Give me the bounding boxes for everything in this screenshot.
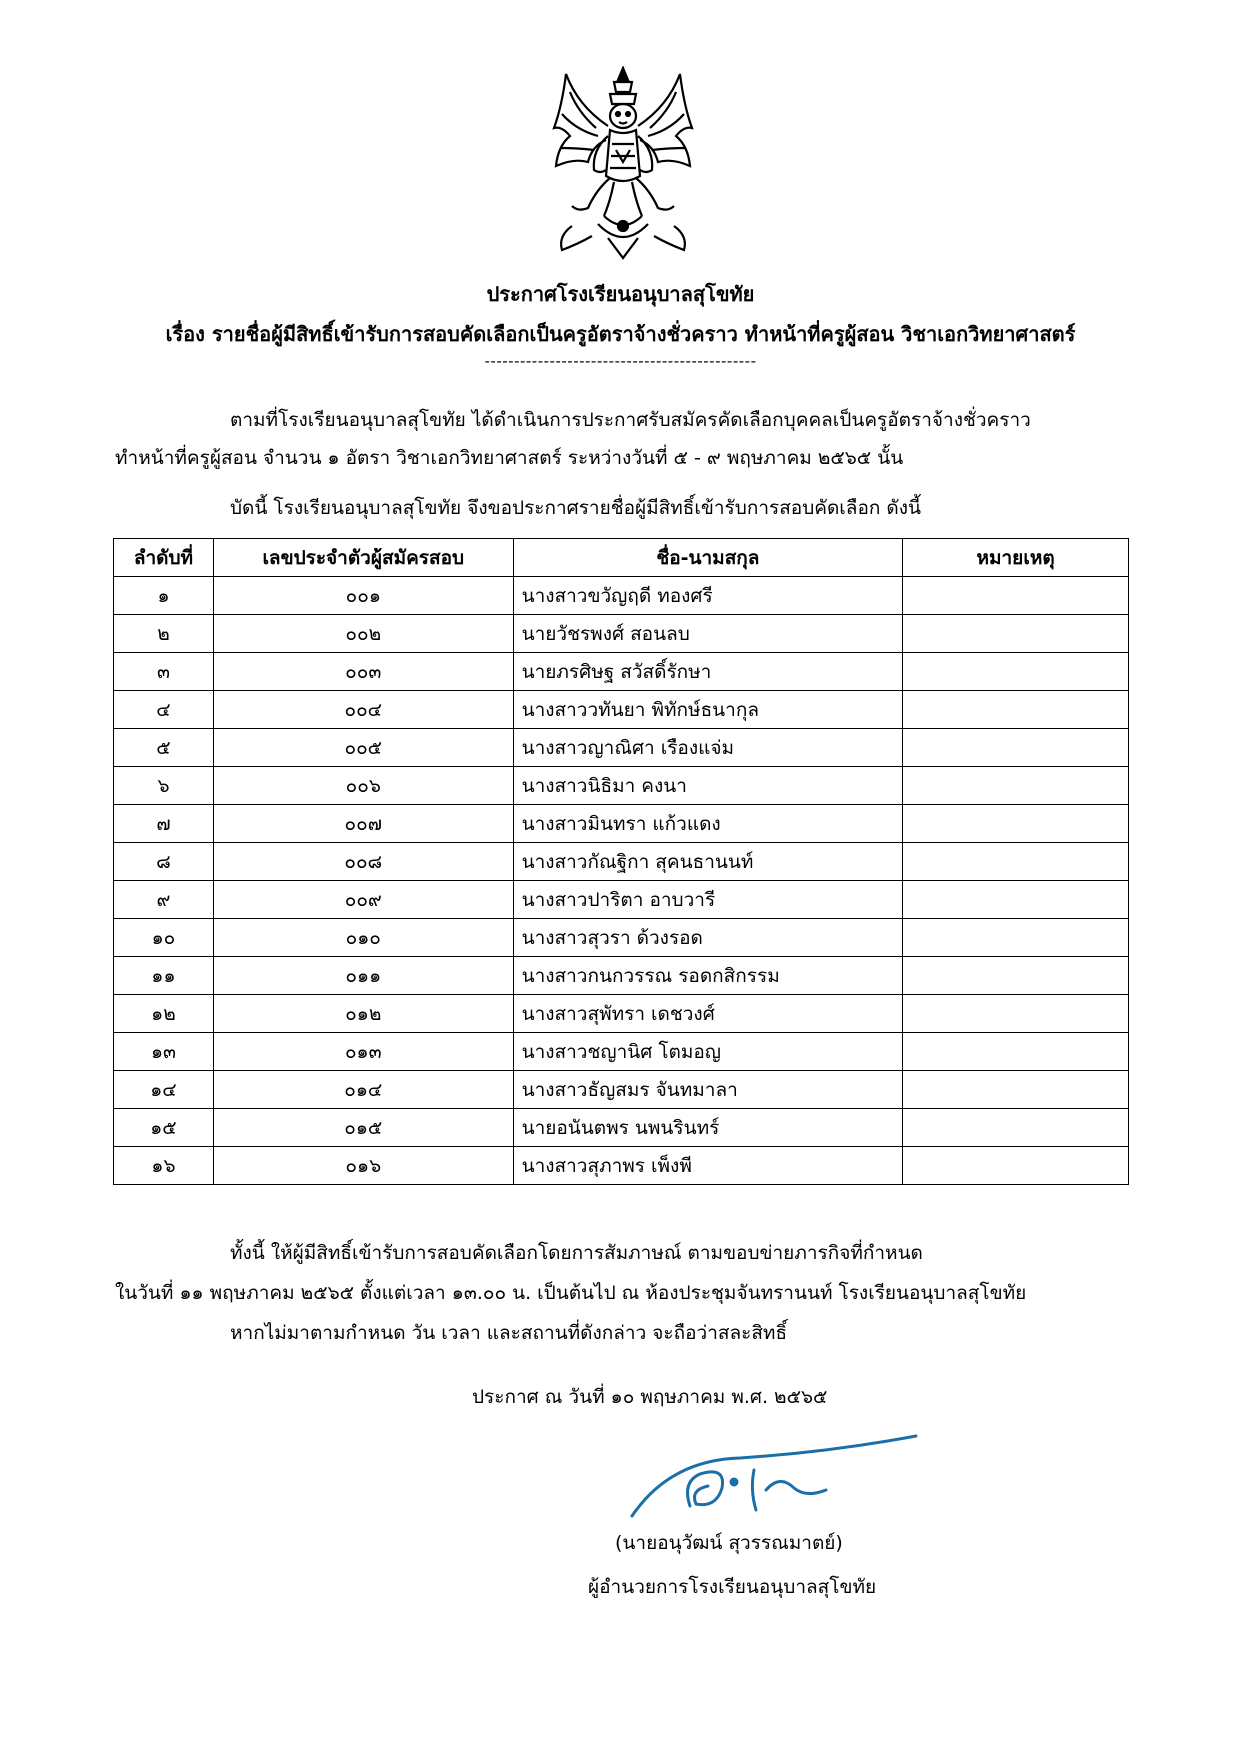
row-full-name: นางสาวมินทรา แก้วแดง	[513, 805, 903, 843]
column-header-applicant-id: เลขประจำตัวผู้สมัครสอบ	[213, 539, 513, 577]
row-applicant-id: ๐๐๙	[213, 881, 513, 919]
row-remark	[903, 957, 1129, 995]
row-remark	[903, 1033, 1129, 1071]
column-header-full-name: ชื่อ-นามสกุล	[513, 539, 903, 577]
row-applicant-id: ๐๐๑	[213, 577, 513, 615]
row-full-name: นางสาวกนกวรรณ รอดกสิกรรม	[513, 957, 903, 995]
announcement-subject: เรื่อง รายชื่อผู้มีสิทธิ์เข้ารับการสอบคัดเลือกเป็นครูอัตราจ้างชั่วคราว ทำหน้าที่ครูผู้สอน วิชาเอกวิทยาศาสตร์	[165, 322, 1076, 346]
intro-line-1: ตามที่โรงเรียนอนุบาลสุโขทัย ได้ดำเนินการประกาศรับสมัครคัดเลือกบุคคลเป็นครูอัตราจ้างชั่วคราว	[230, 409, 1031, 431]
table-row	[114, 881, 1129, 919]
table-row	[114, 1147, 1129, 1185]
row-remark	[903, 881, 1129, 919]
row-order: ๑๓	[114, 1033, 214, 1071]
table-row	[114, 843, 1129, 881]
column-header-remark: หมายเหตุ	[903, 539, 1129, 577]
table-row	[114, 767, 1129, 805]
row-order: ๑๐	[114, 919, 214, 957]
table-row	[114, 919, 1129, 957]
table-row	[114, 729, 1129, 767]
candidate-table	[113, 538, 1129, 1185]
table-row	[114, 653, 1129, 691]
intro-line-3: บัดนี้ โรงเรียนอนุบาลสุโขทัย จึงขอประกาศรายชื่อผู้มีสิทธิ์เข้ารับการสอบคัดเลือก ดังนี้	[230, 497, 922, 519]
row-full-name: นายภรศิษฐ สวัสดิ์รักษา	[513, 653, 903, 691]
signer-name: (นายอนุวัฒน์ สุวรรณมาตย์)	[615, 1532, 843, 1554]
row-applicant-id: ๐๐๒	[213, 615, 513, 653]
row-applicant-id: ๐๑๐	[213, 919, 513, 957]
table-header-row	[114, 539, 1129, 577]
row-full-name: นางสาวธัญสมร จันทมาลา	[513, 1071, 903, 1109]
row-remark	[903, 1071, 1129, 1109]
row-full-name: นายวัชรพงศ์ สอนลบ	[513, 615, 903, 653]
table-row	[114, 691, 1129, 729]
row-order: ๑๑	[114, 957, 214, 995]
row-order: ๓	[114, 653, 214, 691]
row-remark	[903, 805, 1129, 843]
row-full-name: นางสาวปาริตา อาบวารี	[513, 881, 903, 919]
row-remark	[903, 767, 1129, 805]
row-remark	[903, 653, 1129, 691]
row-order: ๑๖	[114, 1147, 214, 1185]
row-full-name: นางสาวญาณิศา เรืองแจ่ม	[513, 729, 903, 767]
footer-line-1: ทั้งนี้ ให้ผู้มีสิทธิ์เข้ารับการสอบคัดเลือกโดยการสัมภาษณ์ ตามขอบข่ายภารกิจที่กำหนด	[230, 1242, 923, 1264]
row-order: ๖	[114, 767, 214, 805]
row-full-name: นางสาวสุภาพร เพ็งพี	[513, 1147, 903, 1185]
signature-icon	[630, 1430, 920, 1530]
row-order: ๑	[114, 577, 214, 615]
row-remark	[903, 691, 1129, 729]
row-remark	[903, 729, 1129, 767]
row-full-name: นางสาวนิธิมา คงนา	[513, 767, 903, 805]
table-row	[114, 1109, 1129, 1147]
garuda-emblem-icon	[548, 66, 698, 262]
table-row	[114, 615, 1129, 653]
footer-line-2: ในวันที่ ๑๑ พฤษภาคม ๒๕๖๕ ตั้งแต่เวลา ๑๓.๐๐ น. เป็นต้นไป ณ ห้องประชุมจันทรานนท์ โรงเรียนอนุบาลสุโขทัย	[115, 1282, 1027, 1304]
intro-line-2: ทำหน้าที่ครูผู้สอน จำนวน ๑ อัตรา วิชาเอกวิทยาศาสตร์ ระหว่างวันที่ ๕ - ๙ พฤษภาคม ๒๕๖๕ นั้น	[115, 447, 904, 469]
table-row	[114, 1071, 1129, 1109]
row-order: ๕	[114, 729, 214, 767]
footer-line-3: หากไม่มาตามกำหนด วัน เวลา และสถานที่ดังกล่าว จะถือว่าสละสิทธิ์	[230, 1322, 788, 1344]
row-order: ๔	[114, 691, 214, 729]
row-full-name: นางสาวสุพัทรา เดชวงศ์	[513, 995, 903, 1033]
row-order: ๒	[114, 615, 214, 653]
row-applicant-id: ๐๑๔	[213, 1071, 513, 1109]
row-order: ๑๕	[114, 1109, 214, 1147]
table-row	[114, 957, 1129, 995]
row-order: ๑๔	[114, 1071, 214, 1109]
row-full-name: นางสาวสุวรา ด้วงรอด	[513, 919, 903, 957]
row-full-name: นางสาววทันยา พิทักษ์ธนากุล	[513, 691, 903, 729]
table-row	[114, 1033, 1129, 1071]
row-applicant-id: ๐๐๓	[213, 653, 513, 691]
table-row	[114, 577, 1129, 615]
row-applicant-id: ๐๐๖	[213, 767, 513, 805]
row-full-name: นางสาวชญานิศ โตมอญ	[513, 1033, 903, 1071]
row-order: ๙	[114, 881, 214, 919]
row-applicant-id: ๐๐๕	[213, 729, 513, 767]
table-row	[114, 805, 1129, 843]
announcement-date: ประกาศ ณ วันที่ ๑๐ พฤษภาคม พ.ศ. ๒๕๖๕	[472, 1386, 828, 1408]
row-applicant-id: ๐๐๗	[213, 805, 513, 843]
row-applicant-id: ๐๑๖	[213, 1147, 513, 1185]
table-row	[114, 995, 1129, 1033]
row-applicant-id: ๐๐๔	[213, 691, 513, 729]
row-remark	[903, 615, 1129, 653]
announcement-title: ประกาศโรงเรียนอนุบาลสุโขทัย	[486, 282, 755, 306]
row-applicant-id: ๐๑๓	[213, 1033, 513, 1071]
row-full-name: นางสาวขวัญฤดี ทองศรี	[513, 577, 903, 615]
signer-position: ผู้อำนวยการโรงเรียนอนุบาลสุโขทัย	[588, 1576, 877, 1598]
row-remark	[903, 1109, 1129, 1147]
row-order: ๘	[114, 843, 214, 881]
row-full-name: นายอนันตพร นพนรินทร์	[513, 1109, 903, 1147]
column-header-order: ลำดับที่	[114, 539, 214, 577]
row-remark	[903, 995, 1129, 1033]
row-order: ๗	[114, 805, 214, 843]
row-order: ๑๒	[114, 995, 214, 1033]
row-remark	[903, 843, 1129, 881]
row-full-name: นางสาวกัณฐิกา สุคนธานนท์	[513, 843, 903, 881]
row-remark	[903, 577, 1129, 615]
row-applicant-id: ๐๐๘	[213, 843, 513, 881]
row-remark	[903, 1147, 1129, 1185]
title-separator: ----------------------------------------------	[484, 352, 757, 370]
row-applicant-id: ๐๑๕	[213, 1109, 513, 1147]
row-applicant-id: ๐๑๒	[213, 995, 513, 1033]
row-remark	[903, 919, 1129, 957]
row-applicant-id: ๐๑๑	[213, 957, 513, 995]
